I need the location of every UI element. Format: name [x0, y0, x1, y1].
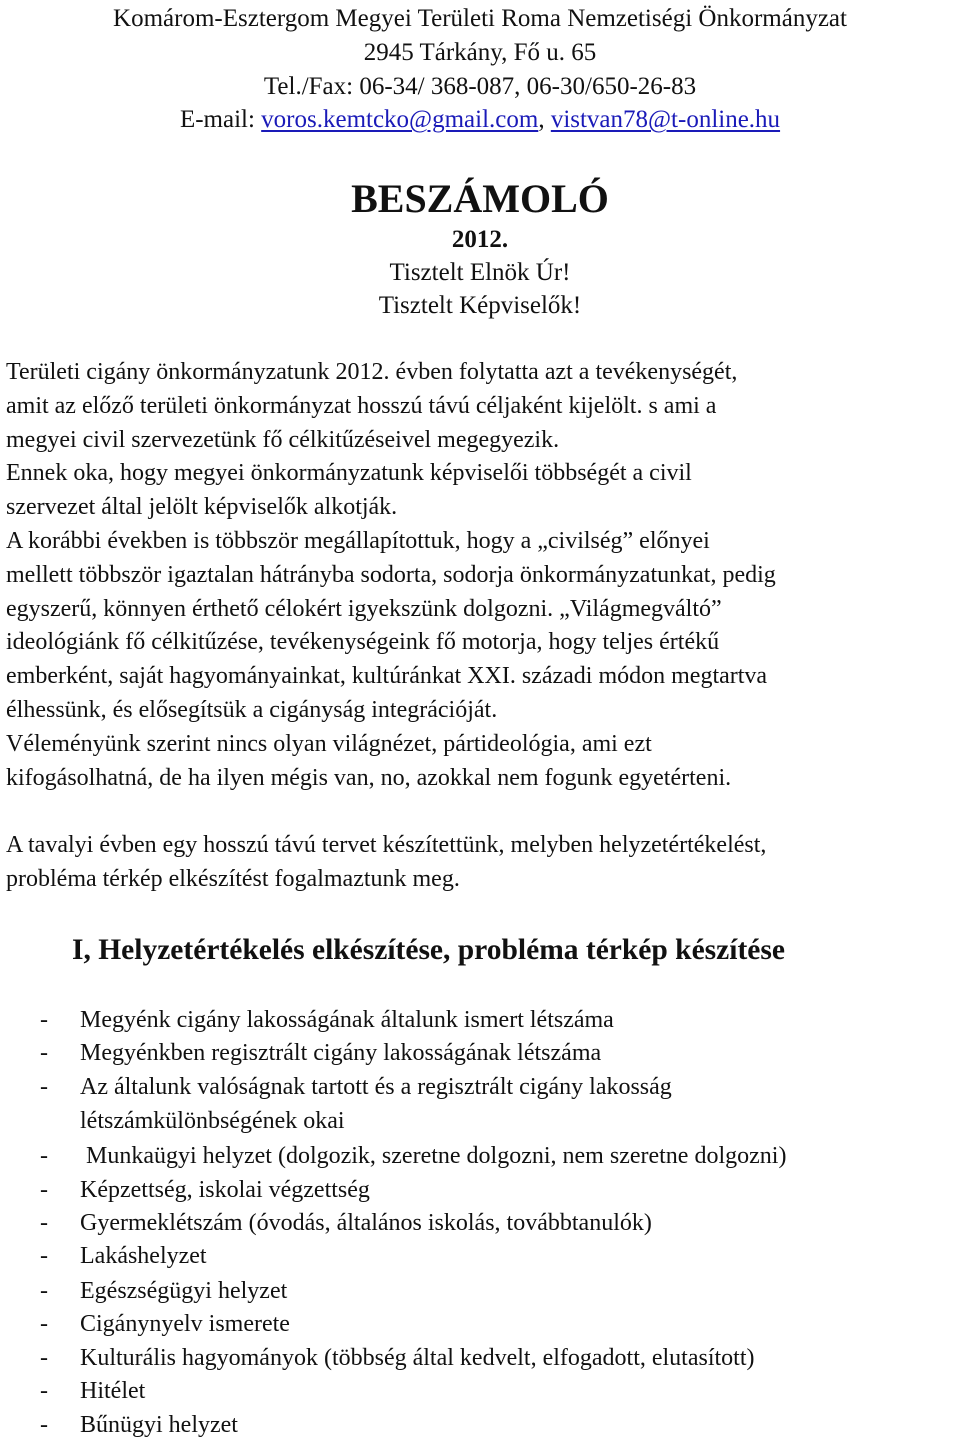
email-link-2[interactable]: vistvan78@t-online.hu [550, 106, 781, 133]
paragraph-line: kifogásolhatná, de ha ilyen mégis van, no, azokkal nem fogunk egyetérteni. [6, 764, 732, 791]
paragraph-line: Területi cigány önkormányzatunk 2012. évben folytatta azt a tevékenységét, [6, 359, 738, 385]
paragraph-line: egyszerű, könnyen érthető célokért igyekszünk dolgozni. „Világmegváltó” [6, 595, 722, 622]
paragraph-line: emberként, saját hagyományainkat, kultúránkat XXI. századi módon megtartva [6, 663, 768, 690]
email-separator: , [538, 106, 551, 133]
list-item-text: létszámkülönbségének okai [80, 1108, 345, 1134]
body-paragraph-2 [6, 829, 956, 897]
list-item-text: Képzettség, iskolai végzettség [80, 1177, 370, 1203]
list-item-text: Megyénk cigány lakosságának általunk ismert létszáma [80, 1007, 614, 1033]
list-item-text: Hitélet [80, 1378, 146, 1404]
paragraph-line: A korábbi években is többször megállapítottuk, hogy a „civilség” előnyei [6, 527, 710, 554]
list-item-text: Munkaügyi helyzet (dolgozik, szeretne dolgozni, nem szeretne dolgozni) [80, 1143, 787, 1169]
report-year: 2012. [451, 226, 509, 253]
paragraph-line: ideológiánk fő célkitűzése, tevékenységeink fő motorja, hogy teljes értékű [6, 629, 720, 656]
org-phone: Tel./Fax: 06-34/ 368-087, 06-30/650-26-83 [263, 73, 697, 100]
list-item-text: Megyénkben regisztrált cigány lakosságának létszáma [80, 1040, 602, 1066]
list-bullet: - [40, 1311, 48, 1337]
list-bullet: - [40, 1040, 48, 1066]
list-item-text: Bűnügyi helyzet [80, 1412, 238, 1438]
paragraph-line: Ennek oka, hogy megyei önkormányzatunk képviselői többségét a civil [6, 460, 692, 487]
list-item-text: Az általunk valóságnak tartott és a regisztrált cigány lakosság [80, 1074, 672, 1100]
paragraph-line: A tavalyi évben egy hosszú távú tervet készítettünk, melyben helyzetértékelést, [6, 832, 767, 858]
email-prefix: E-mail: [179, 106, 262, 133]
salutation-representatives: Tisztelt Képviselők! [378, 292, 582, 319]
email-link-1[interactable]: voros.kemtcko@gmail.com [261, 106, 539, 133]
org-email-line [0, 103, 960, 137]
list-bullet: - [40, 1007, 48, 1033]
paragraph-line: mellett többször igaztalan hátrányba sodorta, sodorja önkormányzatunkat, pedig [6, 561, 776, 588]
section-heading: I, Helyzetértékelés elkészítése, probléma térkép készítése [72, 934, 785, 966]
org-name: Komárom-Esztergom Megyei Területi Roma Nemzetiségi Önkormányzat [113, 5, 847, 32]
list-bullet: - [40, 1210, 48, 1236]
report-title: BESZÁMOLÓ [351, 176, 609, 221]
list-item-text: Kulturális hagyományok (többség által kedvelt, elfogadott, elutasított) [80, 1345, 755, 1371]
list-bullet: - [40, 1074, 48, 1100]
paragraph-line: amit az előző területi önkormányzat hosszú távú céljaként kijelölt. s ami a [6, 392, 717, 419]
body-paragraph-1 [6, 356, 956, 795]
list-bullet: - [40, 1378, 48, 1404]
list-item-text: Gyermeklétszám (óvodás, általános iskolás, továbbtanulók) [80, 1210, 652, 1236]
list-bullet: - [40, 1177, 48, 1203]
list-item-text: Cigánynyelv ismerete [80, 1311, 290, 1337]
paragraph-line: probléma térkép elkészítést fogalmaztunk meg. [6, 865, 460, 892]
salutation-chairman: Tisztelt Elnök Úr! [389, 259, 571, 286]
org-address: 2945 Tárkány, Fő u. 65 [363, 39, 597, 66]
list-bullet: - [40, 1345, 48, 1371]
list-bullet: - [40, 1412, 48, 1438]
list-item-text: Egészségügyi helyzet [80, 1278, 288, 1304]
paragraph-line: megyei civil szervezetünk fő célkitűzéseivel megegyezik. [6, 426, 560, 453]
list-bullet: - [40, 1278, 48, 1304]
paragraph-line: élhessünk, és elősegítsük a cigányság integrációját. [6, 696, 498, 723]
list-bullet: - [40, 1143, 48, 1169]
paragraph-line: Véleményünk szerint nincs olyan világnézet, pártideológia, ami ezt [6, 730, 652, 757]
list-bullet: - [40, 1243, 48, 1269]
paragraph-line: szervezet által jelölt képviselők alkotják. [6, 494, 398, 521]
list-item-text: Lakáshelyzet [80, 1243, 207, 1269]
